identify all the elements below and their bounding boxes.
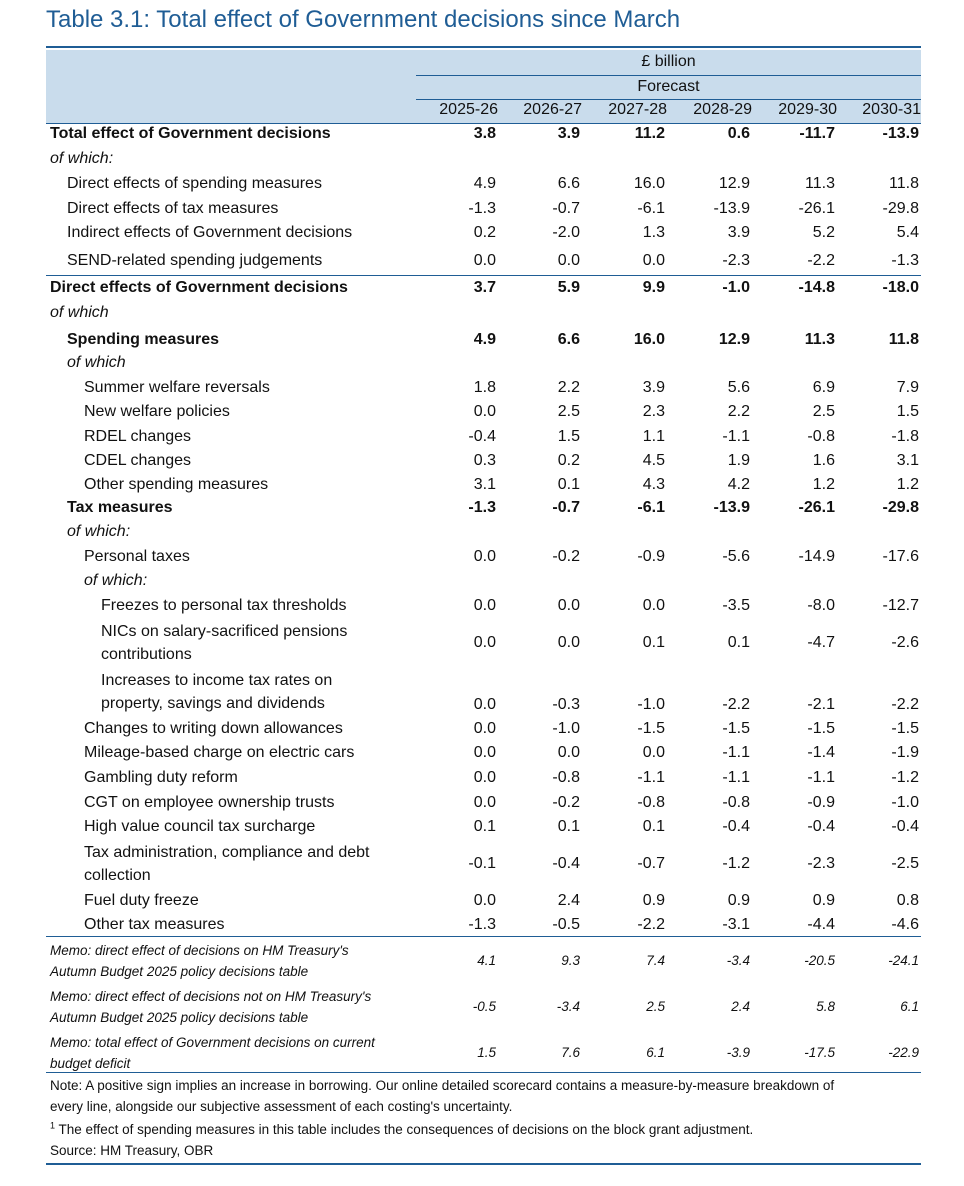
row-label-spending-measures: Spending measures <box>67 331 220 348</box>
value-cell-2026-27: 0.0 <box>557 744 580 761</box>
value-cell-2029-30: -14.8 <box>798 279 835 296</box>
value-cell-2029-30: -1.1 <box>807 769 835 786</box>
table-row <box>46 148 921 172</box>
table-row <box>46 792 921 816</box>
value-cell-2029-30: -2.3 <box>807 855 835 872</box>
value-cell-2028-29: -1.0 <box>722 279 750 296</box>
table-row <box>46 767 921 791</box>
value-cell-2029-30: -1.5 <box>807 720 835 737</box>
value-cell-2025-26: -0.1 <box>468 855 496 872</box>
forecast-rule <box>416 99 921 100</box>
value-cell-2025-26: 3.7 <box>473 279 496 296</box>
value-cell-2027-28: 6.1 <box>646 1045 665 1060</box>
value-cell-2030-31: -24.1 <box>888 953 919 968</box>
value-cell-2027-28: -1.0 <box>637 696 665 713</box>
table-row <box>46 595 921 619</box>
value-cell-2029-30: 0.9 <box>812 892 835 909</box>
value-cell-2027-28: 9.9 <box>642 279 665 296</box>
value-cell-2028-29: 5.6 <box>727 379 750 396</box>
value-cell-2025-26: 0.0 <box>473 403 496 420</box>
row-label-continued: contributions <box>101 646 192 663</box>
value-cell-2025-26: 0.0 <box>473 548 496 565</box>
row-label-nics-on-salary-sacrificed-pensions: NICs on salary-sacrificed pensions <box>101 623 348 640</box>
row-label-total-effect-of-government-decisions: Total effect of Government decisions <box>50 125 331 142</box>
table-bottom-rule <box>46 1163 921 1165</box>
value-cell-2029-30: 11.3 <box>804 331 835 348</box>
value-cell-2027-28: -0.8 <box>637 794 665 811</box>
value-cell-2025-26: 0.1 <box>473 818 496 835</box>
row-label-direct-effects-of-tax-measures: Direct effects of tax measures <box>67 200 279 217</box>
table-row <box>46 474 921 498</box>
value-cell-2027-28: 0.1 <box>642 634 665 651</box>
value-cell-2025-26: 4.1 <box>477 953 496 968</box>
value-cell-2030-31: 11.8 <box>888 331 919 348</box>
row-label-of-which: of which: <box>67 523 131 540</box>
footnote-text: The effect of spending measures in this table includes the consequences of decisions on the block grant adjustment. <box>58 1122 754 1137</box>
value-cell-2028-29: 12.9 <box>718 175 750 192</box>
memo-row <box>46 1032 921 1076</box>
value-cell-2026-27: -0.7 <box>552 499 580 516</box>
value-cell-2028-29: -13.9 <box>713 499 750 516</box>
value-cell-2028-29: -2.3 <box>722 252 750 269</box>
year-header-2029-30: 2029-30 <box>778 101 837 118</box>
value-cell-2026-27: -3.4 <box>556 999 580 1014</box>
value-cell-2025-26: 0.0 <box>473 720 496 737</box>
value-cell-2030-31: -2.2 <box>891 696 919 713</box>
value-cell-2025-26: 4.9 <box>473 175 496 192</box>
value-cell-2029-30: 5.2 <box>812 224 835 241</box>
forecast-label: Forecast <box>637 78 700 95</box>
value-cell-2027-28: 1.3 <box>642 224 665 241</box>
year-header-2030-31: 2030-31 <box>862 101 921 118</box>
value-cell-2027-28: 0.0 <box>642 597 665 614</box>
row-label-of-which: of which: <box>84 572 148 589</box>
row-label-continued: budget deficit <box>50 1056 131 1071</box>
value-cell-2026-27: -0.3 <box>552 696 580 713</box>
value-cell-2028-29: -1.1 <box>722 744 750 761</box>
row-label-summer-welfare-reversals: Summer welfare reversals <box>84 379 270 396</box>
value-cell-2027-28: 16.0 <box>633 175 665 192</box>
value-cell-2028-29: -3.9 <box>726 1045 750 1060</box>
table-row <box>46 329 921 353</box>
row-label-memo-direct-effect-of-decisions-on-hm-treasury-s: Memo: direct effect of decisions on HM Treasury's <box>50 943 349 958</box>
row-label-freezes-to-personal-tax-thresholds: Freezes to personal tax thresholds <box>101 597 347 614</box>
value-cell-2025-26: 3.1 <box>473 476 496 493</box>
value-cell-2026-27: 1.5 <box>557 428 580 445</box>
value-cell-2030-31: -18.0 <box>882 279 919 296</box>
value-cell-2028-29: 12.9 <box>718 331 750 348</box>
row-label-continued: collection <box>84 867 151 884</box>
table-title: Table 3.1: Total effect of Government decisions since March <box>46 6 681 33</box>
body-bottom-rule <box>46 936 921 937</box>
value-cell-2025-26: -0.5 <box>472 999 496 1014</box>
value-cell-2027-28: 0.1 <box>642 818 665 835</box>
value-cell-2027-28: -1.5 <box>637 720 665 737</box>
value-cell-2028-29: 4.2 <box>727 476 750 493</box>
value-cell-2025-26: 1.8 <box>473 379 496 396</box>
value-cell-2030-31: 0.8 <box>896 892 919 909</box>
table-row <box>46 914 921 938</box>
value-cell-2029-30: 2.5 <box>812 403 835 420</box>
value-cell-2029-30: -0.9 <box>807 794 835 811</box>
value-cell-2030-31: -12.7 <box>882 597 919 614</box>
value-cell-2030-31: -29.8 <box>882 200 919 217</box>
year-header-2028-29: 2028-29 <box>693 101 752 118</box>
table-row <box>46 198 921 222</box>
row-label-memo-total-effect-of-government-decisions-on-current: Memo: total effect of Government decisions on current <box>50 1035 375 1050</box>
row-label-other-spending-measures: Other spending measures <box>84 476 269 493</box>
value-cell-2029-30: 6.9 <box>812 379 835 396</box>
row-label-continued: Autumn Budget 2025 policy decisions table <box>50 964 309 979</box>
value-cell-2030-31: 6.1 <box>900 999 919 1014</box>
value-cell-2026-27: -0.7 <box>552 200 580 217</box>
row-label-of-which: of which <box>67 354 126 371</box>
value-cell-2026-27: 0.0 <box>557 634 580 651</box>
table-row <box>46 546 921 570</box>
row-label-cdel-changes: CDEL changes <box>84 452 192 469</box>
row-label-indirect-effects-of-government-decisions: Indirect effects of Government decisions <box>67 224 353 241</box>
title-rule <box>46 46 921 48</box>
value-cell-2030-31: -1.9 <box>891 744 919 761</box>
value-cell-2029-30: -2.2 <box>807 252 835 269</box>
value-cell-2026-27: 2.2 <box>557 379 580 396</box>
row-label-increases-to-income-tax-rates-on: Increases to income tax rates on <box>101 672 333 689</box>
value-cell-2025-26: -0.4 <box>468 428 496 445</box>
value-cell-2030-31: -2.6 <box>891 634 919 651</box>
value-cell-2027-28: 11.2 <box>634 125 665 142</box>
value-cell-2027-28: 4.3 <box>642 476 665 493</box>
value-cell-2030-31: -1.3 <box>891 252 919 269</box>
table-row <box>46 173 921 197</box>
value-cell-2030-31: 7.9 <box>896 379 919 396</box>
value-cell-2026-27: 0.2 <box>557 452 580 469</box>
value-cell-2027-28: -0.9 <box>637 548 665 565</box>
value-cell-2025-26: 0.3 <box>473 452 496 469</box>
value-cell-2025-26: 3.8 <box>473 125 496 142</box>
table-row <box>46 123 921 147</box>
value-cell-2030-31: -29.8 <box>882 499 919 516</box>
table-row <box>46 521 921 545</box>
value-cell-2028-29: -3.1 <box>722 916 750 933</box>
value-cell-2028-29: 3.9 <box>727 224 750 241</box>
row-label-continued: property, savings and dividends <box>101 695 325 712</box>
value-cell-2025-26: -1.3 <box>468 499 496 516</box>
value-cell-2029-30: 1.6 <box>812 452 835 469</box>
table-row <box>46 222 921 246</box>
value-cell-2027-28: 2.5 <box>646 999 665 1014</box>
footnote <box>50 1120 920 1140</box>
value-cell-2026-27: 0.1 <box>557 818 580 835</box>
value-cell-2030-31: -1.5 <box>891 720 919 737</box>
row-label-direct-effects-of-spending-measures: Direct effects of spending measures <box>67 175 322 192</box>
table-row <box>46 816 921 840</box>
row-label-mileage-based-charge-on-electric-cars: Mileage-based charge on electric cars <box>84 744 355 761</box>
source-line: Source: HM Treasury, OBR <box>50 1143 214 1158</box>
value-cell-2027-28: 0.0 <box>642 744 665 761</box>
table-row <box>46 352 921 376</box>
value-cell-2030-31: -13.9 <box>882 125 919 142</box>
value-cell-2028-29: 0.1 <box>727 634 750 651</box>
value-cell-2027-28: 3.9 <box>642 379 665 396</box>
value-cell-2026-27: 0.0 <box>557 597 580 614</box>
value-cell-2026-27: 0.0 <box>557 252 580 269</box>
value-cell-2025-26: 4.9 <box>473 331 496 348</box>
value-cell-2025-26: 0.0 <box>473 744 496 761</box>
value-cell-2025-26: 0.0 <box>473 252 496 269</box>
value-cell-2026-27: 5.9 <box>557 279 580 296</box>
table-row <box>46 890 921 914</box>
value-cell-2029-30: 5.8 <box>816 999 835 1014</box>
value-cell-2030-31: -22.9 <box>888 1045 919 1060</box>
value-cell-2030-31: -0.4 <box>891 818 919 835</box>
row-label-of-which: of which: <box>50 150 114 167</box>
value-cell-2029-30: -0.4 <box>807 818 835 835</box>
value-cell-2028-29: -2.2 <box>722 696 750 713</box>
value-cell-2029-30: -17.5 <box>804 1045 835 1060</box>
value-cell-2030-31: -1.8 <box>891 428 919 445</box>
value-cell-2027-28: -2.2 <box>637 916 665 933</box>
value-cell-2030-31: 11.8 <box>889 175 919 192</box>
table-row <box>46 497 921 521</box>
value-cell-2029-30: -4.4 <box>807 916 835 933</box>
value-cell-2026-27: -0.5 <box>552 916 580 933</box>
value-cell-2026-27: 0.1 <box>557 476 580 493</box>
row-label-send-related-spending-judgements: SEND-related spending judgements <box>67 252 323 269</box>
value-cell-2030-31: -4.6 <box>891 916 919 933</box>
value-cell-2028-29: -3.5 <box>722 597 750 614</box>
value-cell-2030-31: 1.2 <box>896 476 919 493</box>
table-row <box>46 277 921 301</box>
value-cell-2026-27: 7.6 <box>561 1045 580 1060</box>
table-row <box>46 302 921 326</box>
row-label-tax-measures: Tax measures <box>67 499 173 516</box>
row-label-memo-direct-effect-of-decisions-not-on-hm-treasury-s: Memo: direct effect of decisions not on HM Treasury's <box>50 989 372 1004</box>
value-cell-2029-30: -4.7 <box>807 634 835 651</box>
value-cell-2027-28: 0.9 <box>642 892 665 909</box>
footnote-marker: 1 <box>50 1120 56 1131</box>
value-cell-2030-31: -1.2 <box>891 769 919 786</box>
row-label-changes-to-writing-down-allowances: Changes to writing down allowances <box>84 720 343 737</box>
value-cell-2028-29: -13.9 <box>713 200 750 217</box>
value-cell-2029-30: -8.0 <box>807 597 835 614</box>
memo-row <box>46 986 921 1030</box>
row-label-fuel-duty-freeze: Fuel duty freeze <box>84 892 199 909</box>
memo-bottom-rule <box>46 1072 921 1073</box>
value-cell-2027-28: -0.7 <box>637 855 665 872</box>
row-label-new-welfare-policies: New welfare policies <box>84 403 230 420</box>
value-cell-2025-26: 1.5 <box>477 1045 496 1060</box>
value-cell-2028-29: 1.9 <box>727 452 750 469</box>
value-cell-2027-28: 2.3 <box>642 403 665 420</box>
value-cell-2027-28: -6.1 <box>637 499 665 516</box>
section-rule <box>46 275 921 276</box>
value-cell-2029-30: -0.8 <box>807 428 835 445</box>
value-cell-2026-27: -0.2 <box>552 548 580 565</box>
value-cell-2025-26: 0.0 <box>473 892 496 909</box>
value-cell-2029-30: -11.7 <box>799 125 835 142</box>
value-cell-2030-31: 3.1 <box>896 452 919 469</box>
value-cell-2025-26: -1.3 <box>468 200 496 217</box>
value-cell-2026-27: 9.3 <box>561 953 580 968</box>
unit-label: £ billion <box>641 53 696 70</box>
value-cell-2027-28: 0.0 <box>642 252 665 269</box>
table-row <box>46 670 921 714</box>
value-cell-2030-31: 1.5 <box>896 403 919 420</box>
note-line-2: every line, alongside our subjective assessment of each costing's uncertainty. <box>50 1099 513 1114</box>
table-row <box>46 718 921 742</box>
unit-rule <box>416 75 921 76</box>
value-cell-2030-31: 5.4 <box>896 224 919 241</box>
value-cell-2025-26: 0.0 <box>473 696 496 713</box>
value-cell-2030-31: -2.5 <box>891 855 919 872</box>
value-cell-2029-30: -26.1 <box>798 499 835 516</box>
year-header-2026-27: 2026-27 <box>523 101 582 118</box>
row-label-cgt-on-employee-ownership-trusts: CGT on employee ownership trusts <box>84 794 335 811</box>
value-cell-2026-27: 2.4 <box>557 892 580 909</box>
table-row <box>46 450 921 474</box>
value-cell-2027-28: 16.0 <box>633 331 665 348</box>
value-cell-2025-26: -1.3 <box>468 916 496 933</box>
row-label-direct-effects-of-government-decisions: Direct effects of Government decisions <box>50 279 348 296</box>
value-cell-2026-27: -0.8 <box>552 769 580 786</box>
row-label-gambling-duty-reform: Gambling duty reform <box>84 769 238 786</box>
value-cell-2028-29: 0.6 <box>727 125 750 142</box>
table-row <box>46 570 921 594</box>
value-cell-2029-30: -2.1 <box>807 696 835 713</box>
value-cell-2029-30: -26.1 <box>798 200 835 217</box>
memo-row <box>46 940 921 984</box>
value-cell-2028-29: -0.4 <box>722 818 750 835</box>
value-cell-2028-29: -1.1 <box>722 769 750 786</box>
value-cell-2025-26: 0.0 <box>473 597 496 614</box>
value-cell-2028-29: -3.4 <box>726 953 750 968</box>
table-row <box>46 250 921 274</box>
value-cell-2028-29: -5.6 <box>722 548 750 565</box>
value-cell-2028-29: -0.8 <box>722 794 750 811</box>
value-cell-2027-28: 4.5 <box>642 452 665 469</box>
table-row <box>46 742 921 766</box>
value-cell-2026-27: -0.2 <box>552 794 580 811</box>
row-label-continued: Autumn Budget 2025 policy decisions table <box>50 1010 309 1025</box>
value-cell-2025-26: 0.0 <box>473 794 496 811</box>
value-cell-2027-28: 7.4 <box>646 953 665 968</box>
row-label-tax-administration-compliance-and-debt: Tax administration, compliance and debt <box>84 844 370 861</box>
table-row <box>46 401 921 425</box>
value-cell-2026-27: 6.6 <box>557 175 580 192</box>
table-row <box>46 621 921 665</box>
value-cell-2025-26: 0.2 <box>473 224 496 241</box>
value-cell-2026-27: -2.0 <box>552 224 580 241</box>
value-cell-2027-28: -1.1 <box>637 769 665 786</box>
value-cell-2029-30: 1.2 <box>812 476 835 493</box>
table-row <box>46 377 921 401</box>
row-label-rdel-changes: RDEL changes <box>84 428 192 445</box>
value-cell-2026-27: 3.9 <box>557 125 580 142</box>
value-cell-2025-26: 0.0 <box>473 769 496 786</box>
value-cell-2026-27: -1.0 <box>552 720 580 737</box>
value-cell-2029-30: 11.3 <box>805 175 835 192</box>
value-cell-2025-26: 0.0 <box>473 634 496 651</box>
row-label-personal-taxes: Personal taxes <box>84 548 190 565</box>
value-cell-2027-28: -6.1 <box>637 200 665 217</box>
value-cell-2026-27: -0.4 <box>552 855 580 872</box>
value-cell-2026-27: 2.5 <box>557 403 580 420</box>
value-cell-2028-29: -1.2 <box>722 855 750 872</box>
table-row <box>46 842 921 886</box>
value-cell-2029-30: -20.5 <box>804 953 835 968</box>
value-cell-2028-29: -1.5 <box>722 720 750 737</box>
value-cell-2028-29: 2.4 <box>731 999 750 1014</box>
year-header-2027-28: 2027-28 <box>608 101 667 118</box>
year-header-2025-26: 2025-26 <box>439 101 498 118</box>
table-row <box>46 426 921 450</box>
row-label-other-tax-measures: Other tax measures <box>84 916 225 933</box>
value-cell-2028-29: -1.1 <box>722 428 750 445</box>
value-cell-2030-31: -1.0 <box>891 794 919 811</box>
value-cell-2028-29: 2.2 <box>727 403 750 420</box>
note-line-1: Note: A positive sign implies an increase in borrowing. Our online detailed scorecard contains a measure-by-measure breakdown of <box>50 1078 835 1093</box>
value-cell-2026-27: 6.6 <box>557 331 580 348</box>
row-label-of-which: of which <box>50 304 109 321</box>
row-label-high-value-council-tax-surcharge: High value council tax surcharge <box>84 818 316 835</box>
value-cell-2029-30: -1.4 <box>807 744 835 761</box>
value-cell-2030-31: -17.6 <box>882 548 919 565</box>
value-cell-2028-29: 0.9 <box>727 892 750 909</box>
value-cell-2027-28: 1.1 <box>642 428 665 445</box>
value-cell-2029-30: -14.9 <box>798 548 835 565</box>
